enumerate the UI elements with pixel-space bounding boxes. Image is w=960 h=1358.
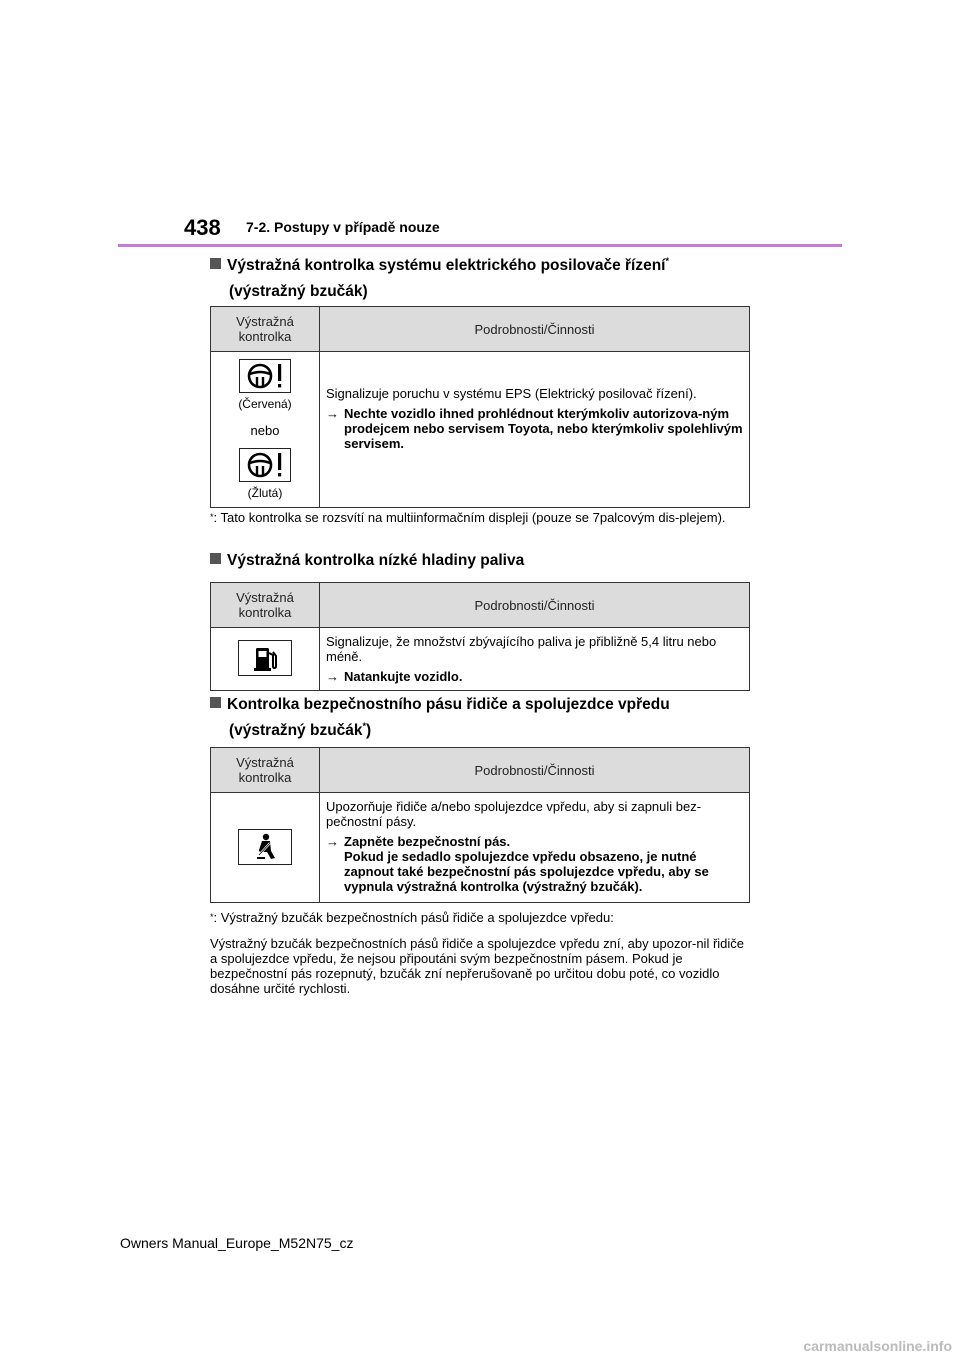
steering-warning-icon — [239, 359, 291, 393]
seatbelt-description: Upozorňuje řidiče a/nebo spolujezdce vpředu, aby si zapnuli bez-pečnostní pásy. — [326, 799, 702, 829]
eps-details-cell — [320, 352, 750, 508]
document-footer: Owners Manual_Europe_M52N75_cz — [120, 1235, 354, 1251]
or-label: nebo — [250, 423, 280, 438]
section-bullet-icon — [210, 258, 221, 269]
eps-icon-cell — [211, 352, 320, 508]
header-divider — [118, 244, 842, 247]
watermark: carmanualsonline.info — [803, 1338, 952, 1354]
column-header-details: Podrobnosti/Činnosti — [320, 307, 750, 352]
column-header-details: Podrobnosti/Činnosti — [320, 583, 750, 628]
yellow-label: (Žlutá) — [247, 486, 283, 500]
fuel-icon-cell — [211, 628, 320, 691]
section-title-seatbelt: Kontrolka bezpečnostního pásu řidiče a spolujezdce vpředu (výstražný bzučák*) — [210, 692, 670, 744]
fuel-details-cell — [320, 628, 750, 691]
steering-warning-icon — [239, 448, 291, 482]
fuel-action: → Natankujte vozidlo. — [326, 669, 463, 684]
eps-action: → Nechte vozidlo ihned prohlédnout kterýmkoliv autorizova-ným prodejcem nebo servisem Toyota, nebo kterýmkoliv spolehlivým servisem. — [326, 406, 743, 451]
column-header-light: Výstražná kontrolka — [211, 748, 320, 793]
section-bullet-icon — [210, 553, 221, 564]
footnote-buzzer: *: Výstražný bzučák bezpečnostních pásů řidiče a spolujezdce vpředu: — [210, 910, 614, 925]
seatbelt-icon-cell — [211, 793, 320, 903]
fuel-description: Signalizuje, že množství zbývajícího paliva je přibližně 5,4 litru nebo méně. — [326, 634, 717, 664]
seatbelt-details-cell — [320, 793, 750, 903]
footnote-display: *: Tato kontrolka se rozsvítí na multiinformačním displeji (pouze se 7palcovým dis-plejem). — [210, 510, 726, 525]
eps-warning-table — [210, 306, 750, 508]
section-title-eps: Výstražná kontrolka systému elektrického posilovače řízení* (výstražný bzučák) — [210, 253, 669, 305]
fuel-pump-icon — [238, 640, 292, 676]
buzzer-explanation: Výstražný bzučák bezpečnostních pásů řidiče a spolujezdce vpředu zní, aby upozor-nil řidiče a spolujezdce vpředu, že nejsou připoutáni svým bezpečnostním pásem. Pokud je bezpečnostní pás rozepnutý, bzučák zní nepřerušovaně po určitou dobu poté, co vozidlo dosáhne určité rychlosti. — [210, 936, 745, 996]
section-bullet-icon — [210, 697, 221, 708]
fuel-warning-table — [210, 582, 750, 691]
red-label: (Červená) — [238, 397, 292, 411]
column-header-light: Výstražná kontrolka — [211, 307, 320, 352]
section-title-fuel: Výstražná kontrolka nízké hladiny paliva — [210, 548, 524, 574]
seatbelt-action: → Zapněte bezpečnostní pás. Pokud je sedadlo spolujezdce vpředu obsazeno, je nutné zapnout také bezpečnostní pás spolujezdce vpředu, aby se vypnula výstražná kontrolka (výstražný bzučák). — [326, 834, 709, 894]
seatbelt-warning-table — [210, 747, 750, 903]
page-number: 438 — [184, 215, 221, 240]
eps-description: Signalizuje poruchu v systému EPS (Elektrický posilovač řízení). — [326, 386, 697, 401]
column-header-light: Výstražná kontrolka — [211, 583, 320, 628]
seatbelt-icon — [238, 829, 292, 865]
chapter-title: 7-2. Postupy v případě nouze — [246, 219, 440, 235]
column-header-details: Podrobnosti/Činnosti — [320, 748, 750, 793]
